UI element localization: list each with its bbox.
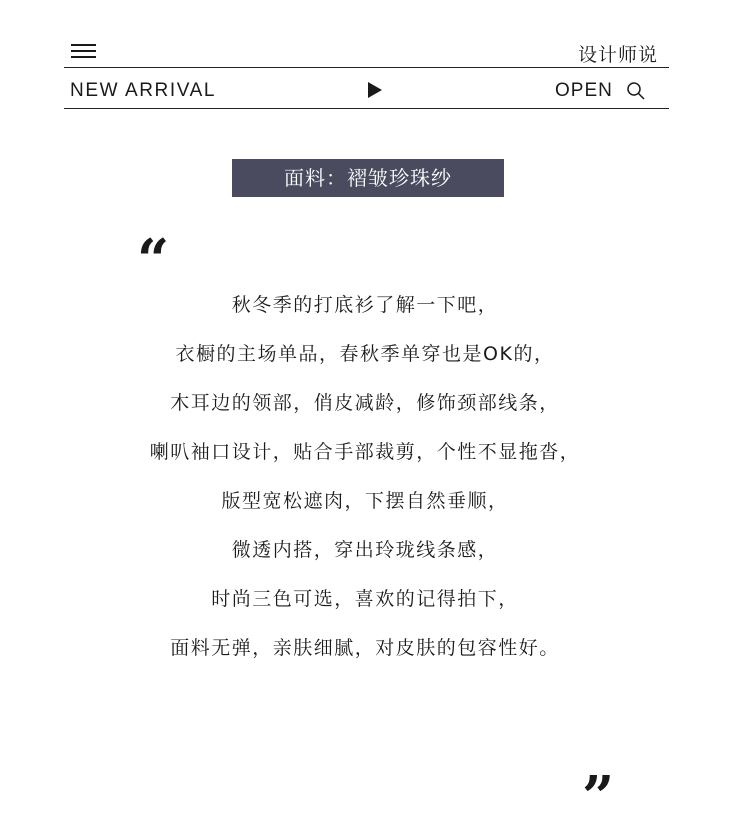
header-divider-top	[64, 67, 669, 68]
description-line: 微透内搭，穿出玲珑线条感，	[231, 539, 499, 561]
play-icon[interactable]	[368, 82, 382, 98]
header-divider-bottom	[64, 108, 669, 109]
new-arrival-label: NEW ARRIVAL	[70, 80, 217, 101]
description-line: 版型宽松遮肉，下摆自然垂顺，	[221, 490, 509, 512]
fabric-label-banner: 面料：褶皱珍珠纱	[232, 159, 504, 197]
search-icon[interactable]	[626, 81, 646, 101]
description-line: 秋冬季的打底衫了解一下吧，	[231, 294, 499, 316]
description-line: 衣橱的主场单品，春秋季单穿也是OK的，	[175, 343, 555, 365]
description-line: 时尚三色可选，喜欢的记得拍下，	[211, 588, 519, 610]
description-line: 面料无弹，亲肤细腻，对皮肤的包容性好。	[170, 637, 560, 659]
product-description	[0, 284, 730, 676]
description-line: 木耳边的领部，俏皮减龄，修饰颈部线条，	[170, 392, 560, 414]
open-quote-mark: “	[137, 227, 168, 293]
hamburger-menu-icon[interactable]	[71, 44, 96, 58]
close-quote-mark: ”	[582, 764, 613, 830]
description-line: 喇叭袖口设计，贴合手部裁剪，个性不显拖沓，	[149, 441, 581, 463]
open-button[interactable]: OPEN	[555, 80, 613, 101]
designer-says-label: 设计师说	[577, 44, 658, 66]
